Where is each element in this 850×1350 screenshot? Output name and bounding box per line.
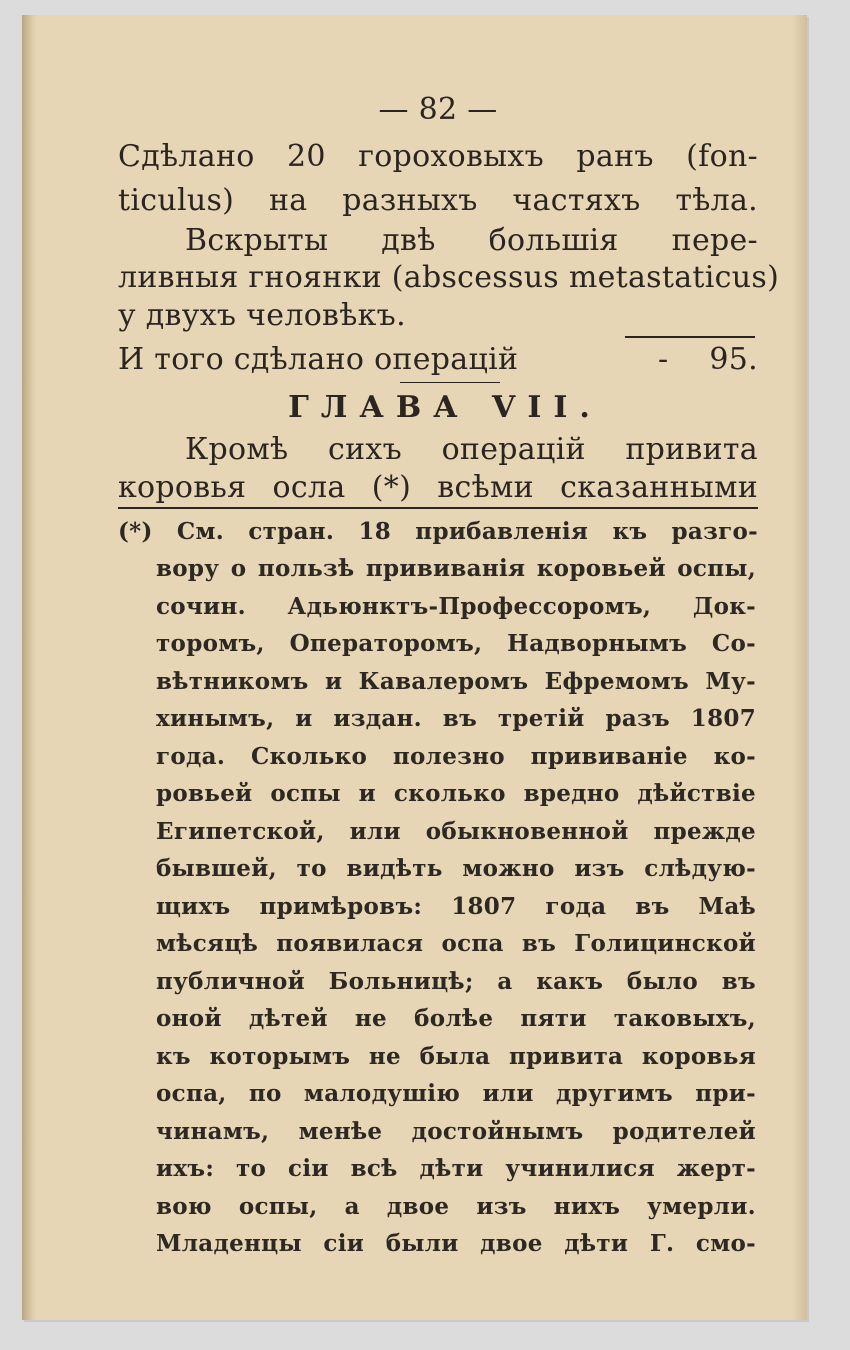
chapter-line-1: Кромѣ сихъ операцій привита [185,432,758,467]
page-spine-shadow [22,15,36,1320]
footnote-line-11: щихъ примѣровъ: 1807 года въ Маѣ [156,893,756,920]
total-value: 95. [709,342,758,377]
footnote-line-13: публичной Больницѣ; а какъ было въ [156,968,756,995]
short-rule [400,382,500,383]
footnote-line-1: (*) См. стран. 18 прибавленія къ разго- [118,518,758,545]
text-line-4: ливныя гноянки (abscessus metastaticus) [118,260,780,295]
footnote-line-16: оспа, по малодушію или другимъ при- [156,1080,756,1107]
footnote-line-17: чинамъ, менѣе достойнымъ родителей [156,1118,756,1145]
footnote-line-5: вѣтникомъ и Кавалеромъ Ефремомъ Му- [156,668,756,695]
text-line-2: ticulus) на разныхъ частяхъ тѣла. [118,183,758,218]
footnote-rule [118,507,758,509]
text-line-5: у двухъ человѣкъ. [118,298,406,333]
footnote-line-8: ровьей оспы и сколько вредно дѣйствіе [156,780,756,807]
total-line [118,340,758,380]
chapter-line-2: коровья осла (*) всѣми сказанными [118,470,758,505]
footnote-line-18: ихъ: то сіи всѣ дѣти учинилися жерт- [156,1155,756,1182]
footnote-line-3: сочин. Адьюнктъ-Профессоромъ, Док- [156,593,756,620]
text-line-3: Вскрыты двѣ большія пере- [185,223,758,258]
footnote-line-20: Младенцы сіи были двое дѣти Г. смо- [156,1230,756,1257]
text-line-1: Сдѣлано 20 гороховыхъ ранъ (fon- [118,139,758,174]
footnote-line-6: хинымъ, и издан. въ третій разъ 1807 [156,705,756,732]
footnote-line-14: оной дѣтей не болѣе пяти таковыхъ, [156,1005,756,1032]
total-dash: - [658,342,669,377]
footnote-line-7: года. Сколько полезно прививаніе ко- [156,743,756,770]
footnote-line-10: бывшей, то видѣть можно изъ слѣдую- [156,855,756,882]
footnote-line-15: къ которымъ не была привита коровья [156,1043,756,1070]
footnote-line-19: вою оспы, а двое изъ нихъ умерли. [156,1193,756,1220]
footnote-line-2: вору о пользѣ прививанія коровьей оспы, [156,555,756,582]
footnote-line-9: Египетской, или обыкновенной прежде [156,818,756,845]
sum-rule [625,336,755,338]
footnote-line-12: мѣсяцѣ появилася оспа въ Голицинской [156,930,756,957]
total-label: И того сдѣлано операцій [118,342,519,377]
page-right-edge [792,15,807,1320]
chapter-heading: ГЛАВА VII. [288,390,602,425]
footnote-line-4: торомъ, Операторомъ, Надворнымъ Со- [156,630,756,657]
page-number: — 82 — [378,92,498,127]
